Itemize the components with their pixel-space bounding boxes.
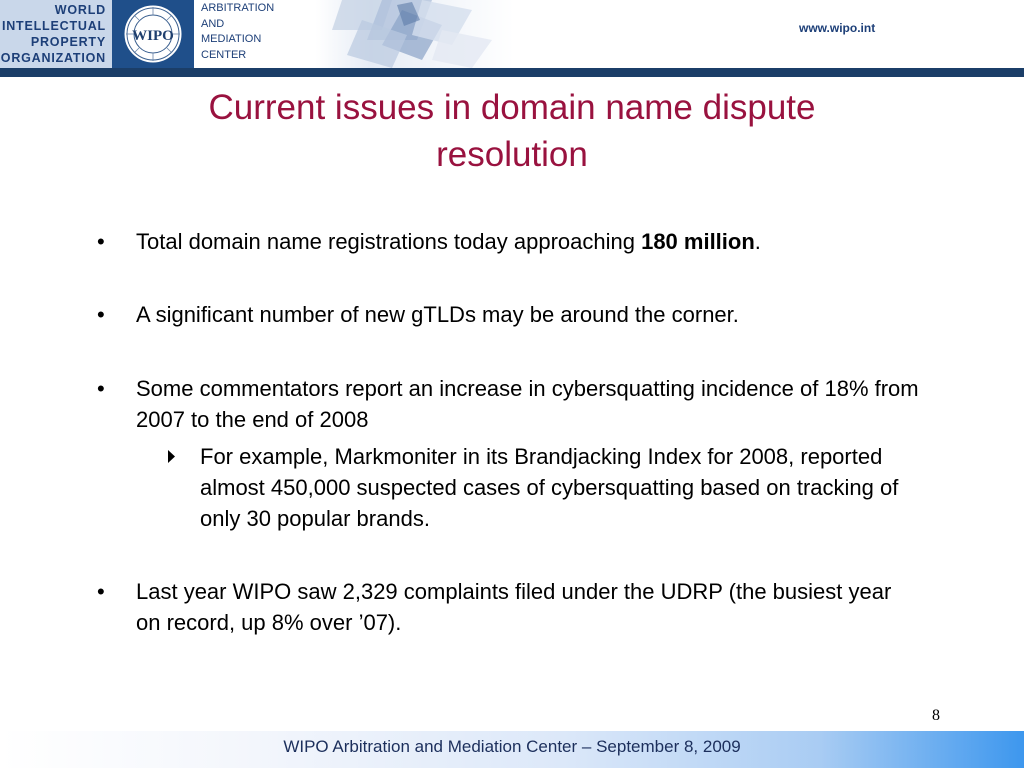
header-divider-bar bbox=[0, 68, 1024, 77]
bullet-text bbox=[136, 226, 956, 257]
bullet-text: Some commentators report an increase in cybersquatting incidence of 18% from 2007 to the end of 2008 bbox=[136, 376, 919, 432]
website-url: www.wipo.int bbox=[799, 21, 876, 35]
center-name-line-2: AND bbox=[201, 17, 225, 30]
org-name-line-1: WORLD bbox=[54, 3, 106, 17]
wipo-seal-icon bbox=[118, 2, 188, 66]
bullet-dot: • bbox=[97, 579, 105, 604]
center-name-line-1: ARBITRATION bbox=[201, 2, 275, 14]
wipo-seal-logo bbox=[112, 0, 194, 68]
seal-text: WIPO bbox=[132, 28, 174, 44]
bullet-text-emphasis: 180 million bbox=[641, 229, 755, 254]
org-name-line-4: ORGANIZATION bbox=[0, 51, 106, 65]
organization-name-logo bbox=[0, 0, 112, 68]
sub-bullet-text: For example, Markmoniter in its Brandjacking Index for 2008, reported almost 450,000 suspected cases of cybersquatting based on tracking of only 30 popular brands. bbox=[200, 444, 899, 531]
slide-title: Current issues in domain name dispute resolution bbox=[208, 88, 816, 174]
bullet-dot: • bbox=[97, 302, 105, 327]
triangle-bullet-icon bbox=[166, 441, 178, 472]
org-name-line-2: INTELLECTUAL bbox=[1, 19, 106, 33]
center-name-line-4: CENTER bbox=[201, 48, 247, 61]
bullet-text-lead: Total domain name registrations today approaching bbox=[136, 229, 642, 254]
page-number: 8 bbox=[932, 707, 940, 724]
center-name-line-3: MEDIATION bbox=[201, 33, 262, 45]
slide-header bbox=[0, 0, 1024, 68]
bullet-text: Last year WIPO saw 2,329 complaints filed under the UDRP (the busiest year on record, up 8% over ’07). bbox=[136, 579, 892, 635]
bullet-dot: • bbox=[97, 376, 105, 401]
footer-text: WIPO Arbitration and Mediation Center – September 8, 2009 bbox=[283, 737, 741, 756]
decorative-cubes-graphic bbox=[322, 0, 512, 68]
bullet-dot: • bbox=[97, 229, 105, 254]
org-name-line-3: PROPERTY bbox=[30, 35, 106, 49]
bullet-text: A significant number of new gTLDs may be around the corner. bbox=[136, 302, 739, 327]
bullet-text-tail: . bbox=[754, 229, 761, 254]
